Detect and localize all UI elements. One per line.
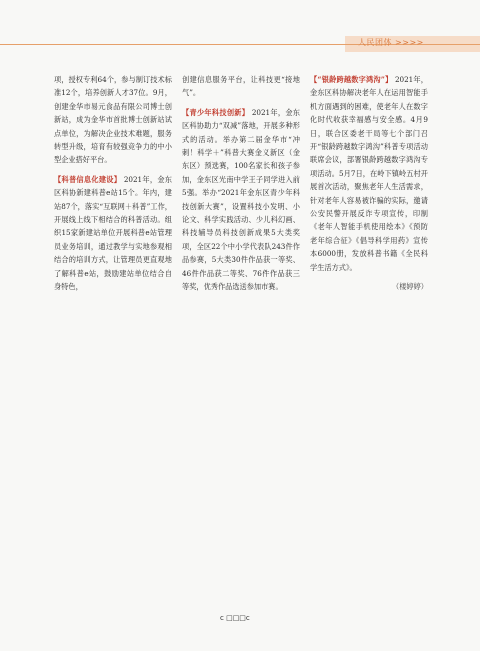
column-1-paragraph-1: 项，授权专利64个，参与制订技术标准12个，培养创新人才37位。9月，创建金华市易元食品有限公司博士创新站，成为金华市首批博士创新站试点单位，为解决企业技术难题，服务转型升级，培育有较强竞争力的中小型企业搭好平台。 <box>54 75 172 165</box>
column-1-paragraph-2 <box>54 173 172 294</box>
author-credit: （楼婷婷） <box>392 282 428 292</box>
subhead-youth-innovation: 【青少年科技创新】 <box>182 107 250 117</box>
subhead-popular-science-informatization: 【科普信息化建设】 <box>54 174 122 184</box>
column-2-paragraph-1: 创建信息服务平台，让科技更“接地气”。 <box>182 75 300 98</box>
column-1 <box>54 73 172 300</box>
column-2-paragraph-2 <box>182 106 300 294</box>
page-number: c □□□c <box>220 614 250 622</box>
paragraph-body: 2021年，金东区科协新建科普e站15个。年内，建站87个，落实“互联网＋科普”工作，开展线上线下相结合的科普活动。组织15家新建站单位开展科普e站管理员业务培训，通过教学与实地参观相结合的培训方式，让管理员更直观地了解科普e站，鼓励建站单位结合自身特色， <box>54 174 172 292</box>
subhead-silver-digital-divide: 【“银龄跨越数字鸿沟”】 <box>310 75 393 84</box>
paragraph-body: 2021年，金东区科协解决老年人在运用智能手机方面遇到的困难，使老年人在数字化时代收获幸福感与安全感。4月9日，联合区委老干局等七个部门召开“银龄跨越数字鸿沟”科普专项活动联席会议，部署银龄跨越数字鸿沟专项活动。5月7日，在岭下镇岭五村开展首次活动，聚焦老年人生活需求，针对老年人容易被诈骗的实际，邀请公安民警开展反诈专项宣传，印制《老年人智能手机使用绘本》《预防老年综合征》《倡导科学用药》宣传本6000册，发放科普书籍《全民科学生活方式》。 <box>310 75 428 272</box>
column-3 <box>310 73 428 294</box>
column-3-paragraph-1 <box>310 73 428 274</box>
section-header-label: 人民团体 >>>> <box>358 38 424 47</box>
column-2 <box>182 73 300 300</box>
paragraph-body: 2021年，金东区科协助力“双减”落地，开展多种形式的活动。举办第二届金华市“冲刺！科学＋”科普大赛金义新区（金东区）预选赛，100名家长和孩子参加，金东区光南中学王子同学进入前5强。举办“2021年金东区青少年科技创新大赛”，设置科技小发明、小论文、科学实践活动、少儿科幻画、科技辅导员科技创新成果5大类奖项，全区22个中小学代表队243件作品参赛，5大类30件作品获一等奖、46件作品获二等奖、76件作品获三等奖，优秀作品选送参加市赛。 <box>182 107 300 292</box>
